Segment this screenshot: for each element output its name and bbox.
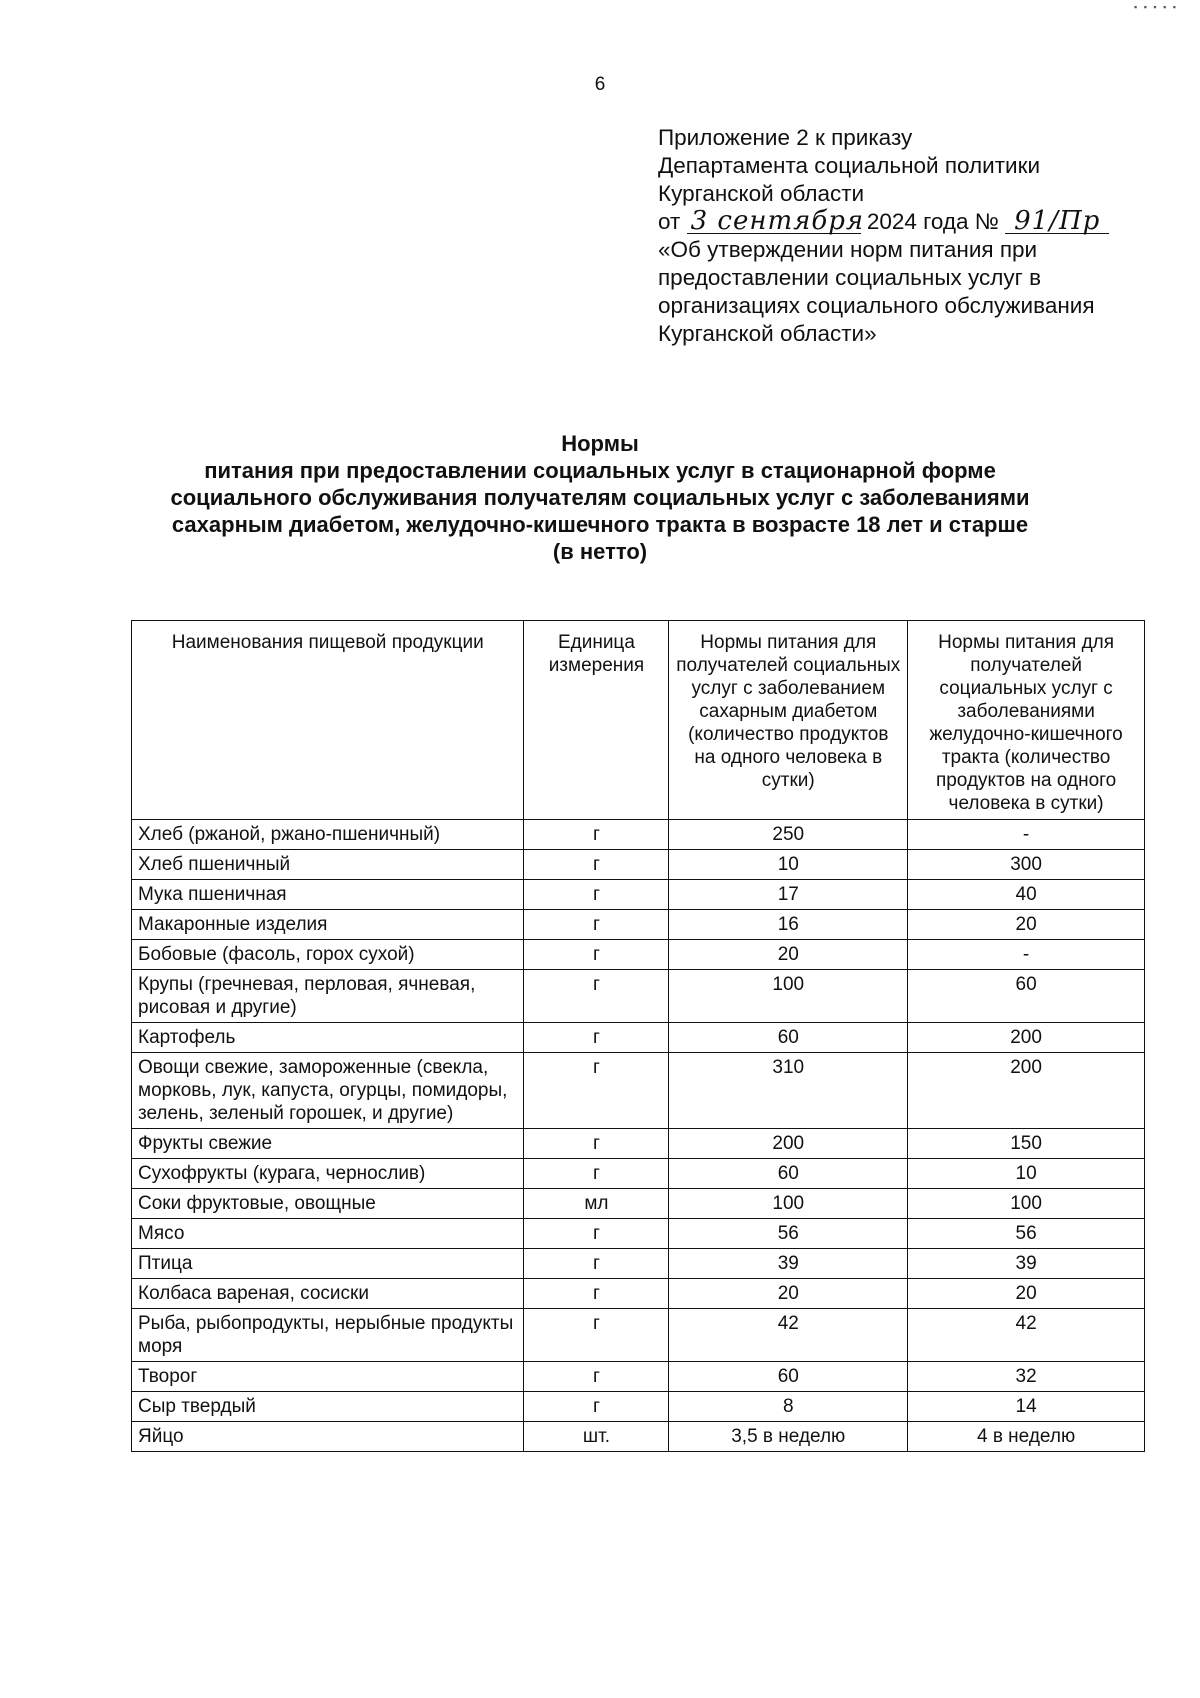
- diabetes-norm-cell: 3,5 в неделю: [669, 1422, 908, 1452]
- table-row: [132, 940, 1145, 970]
- unit-cell: г: [524, 880, 669, 910]
- gi-norm-cell: 150: [908, 1129, 1145, 1159]
- table-row: [132, 1053, 1145, 1129]
- table-row: [132, 1129, 1145, 1159]
- diabetes-norm-cell: 16: [669, 910, 908, 940]
- document-title: [0, 430, 1200, 565]
- unit-cell: г: [524, 1129, 669, 1159]
- diabetes-norm-cell: 200: [669, 1129, 908, 1159]
- table-row: [132, 1023, 1145, 1053]
- header-diabetes-norm: Нормы питания для получателей социальных услуг с заболеванием сахарным диабетом (количество продуктов на одного человека в сутки): [669, 621, 908, 820]
- gi-norm-cell: 39: [908, 1249, 1145, 1279]
- gi-norm-cell: 14: [908, 1392, 1145, 1422]
- product-name-cell: Мясо: [132, 1219, 524, 1249]
- gi-norm-cell: 56: [908, 1219, 1145, 1249]
- scan-artifact: ▪ ▪ ▪ ▪ ▪: [1134, 2, 1178, 12]
- appendix-line-5: «Об утверждении норм питания при: [658, 237, 1038, 262]
- table-row: [132, 820, 1145, 850]
- title-line-1: Нормы: [561, 431, 639, 456]
- appendix-line-1: Приложение 2 к приказу: [658, 125, 913, 150]
- appendix-line-6: предоставлении социальных услуг в: [658, 265, 1042, 290]
- unit-cell: г: [524, 1219, 669, 1249]
- appendix-line-2: Департамента социальной политики: [658, 153, 1041, 178]
- unit-cell: г: [524, 1392, 669, 1422]
- gi-norm-cell: 100: [908, 1189, 1145, 1219]
- table-row: [132, 1392, 1145, 1422]
- diabetes-norm-cell: 100: [669, 1189, 908, 1219]
- gi-norm-cell: 10: [908, 1159, 1145, 1189]
- title-line-5: (в нетто): [552, 539, 648, 564]
- diabetes-norm-cell: 17: [669, 880, 908, 910]
- unit-cell: г: [524, 1023, 669, 1053]
- diabetes-norm-cell: 250: [669, 820, 908, 850]
- page-number: 6: [594, 74, 606, 95]
- product-name-cell: Бобовые (фасоль, горох сухой): [132, 940, 524, 970]
- table-row: [132, 1362, 1145, 1392]
- gi-norm-cell: -: [908, 940, 1145, 970]
- appendix-line-8: Курганской области»: [658, 321, 877, 346]
- gi-norm-cell: 200: [908, 1023, 1145, 1053]
- table-row: [132, 880, 1145, 910]
- unit-cell: шт.: [524, 1422, 669, 1452]
- product-name-cell: Картофель: [132, 1023, 524, 1053]
- product-name-cell: Овощи свежие, замороженные (свекла, морковь, лук, капуста, огурцы, помидоры, зелень, зеленый горошек, и другие): [132, 1053, 524, 1129]
- diabetes-norm-cell: 310: [669, 1053, 908, 1129]
- appendix-header: [658, 124, 1158, 348]
- product-name-cell: Фрукты свежие: [132, 1129, 524, 1159]
- product-name-cell: Хлеб (ржаной, ржано-пшеничный): [132, 820, 524, 850]
- table-row: [132, 1219, 1145, 1249]
- unit-cell: г: [524, 1309, 669, 1362]
- header-product-name: Наименования пищевой продукции: [132, 621, 524, 820]
- handwritten-date: 3 сентября: [687, 209, 861, 234]
- handwritten-order-number: 91/Пр: [1005, 209, 1109, 234]
- unit-cell: г: [524, 970, 669, 1023]
- nutrition-norms-table: [131, 620, 1145, 1452]
- product-name-cell: Рыба, рыбопродукты, нерыбные продукты моря: [132, 1309, 524, 1362]
- diabetes-norm-cell: 60: [669, 1023, 908, 1053]
- table-row: [132, 850, 1145, 880]
- appendix-date-line: [658, 208, 1158, 236]
- gi-norm-cell: 20: [908, 1279, 1145, 1309]
- product-name-cell: Соки фруктовые, овощные: [132, 1189, 524, 1219]
- product-name-cell: Яйцо: [132, 1422, 524, 1452]
- table-row: [132, 1249, 1145, 1279]
- table-header-row: [132, 621, 1145, 820]
- gi-norm-cell: 20: [908, 910, 1145, 940]
- unit-cell: г: [524, 940, 669, 970]
- gi-norm-cell: 42: [908, 1309, 1145, 1362]
- product-name-cell: Макаронные изделия: [132, 910, 524, 940]
- from-prefix: от: [658, 209, 681, 234]
- unit-cell: г: [524, 1362, 669, 1392]
- title-line-3: социального обслуживания получателям социальных услуг с заболеваниями: [170, 485, 1030, 510]
- appendix-line-3: Курганской области: [658, 181, 865, 206]
- title-line-2: питания при предоставлении социальных услуг в стационарной форме: [204, 458, 996, 483]
- product-name-cell: Крупы (гречневая, перловая, ячневая, рисовая и другие): [132, 970, 524, 1023]
- diabetes-norm-cell: 60: [669, 1159, 908, 1189]
- product-name-cell: Мука пшеничная: [132, 880, 524, 910]
- gi-norm-cell: 60: [908, 970, 1145, 1023]
- product-name-cell: Хлеб пшеничный: [132, 850, 524, 880]
- unit-cell: г: [524, 1053, 669, 1129]
- product-name-cell: Сыр твердый: [132, 1392, 524, 1422]
- table-row: [132, 1422, 1145, 1452]
- diabetes-norm-cell: 10: [669, 850, 908, 880]
- product-name-cell: Сухофрукты (курага, чернослив): [132, 1159, 524, 1189]
- product-name-cell: Птица: [132, 1249, 524, 1279]
- diabetes-norm-cell: 60: [669, 1362, 908, 1392]
- table-row: [132, 970, 1145, 1023]
- year-text: 2024 года №: [866, 209, 999, 234]
- gi-norm-cell: 4 в неделю: [908, 1422, 1145, 1452]
- title-line-4: сахарным диабетом, желудочно-кишечного тракта в возрасте 18 лет и старше: [171, 512, 1029, 537]
- table-row: [132, 1159, 1145, 1189]
- table-row: [132, 910, 1145, 940]
- unit-cell: мл: [524, 1189, 669, 1219]
- gi-norm-cell: 300: [908, 850, 1145, 880]
- table-row: [132, 1309, 1145, 1362]
- appendix-line-7: организациях социального обслуживания: [658, 293, 1095, 318]
- diabetes-norm-cell: 42: [669, 1309, 908, 1362]
- header-unit: Единица измерения: [524, 621, 669, 820]
- gi-norm-cell: -: [908, 820, 1145, 850]
- unit-cell: г: [524, 1249, 669, 1279]
- table-row: [132, 1279, 1145, 1309]
- unit-cell: г: [524, 850, 669, 880]
- unit-cell: г: [524, 910, 669, 940]
- diabetes-norm-cell: 39: [669, 1249, 908, 1279]
- diabetes-norm-cell: 56: [669, 1219, 908, 1249]
- unit-cell: г: [524, 820, 669, 850]
- diabetes-norm-cell: 20: [669, 1279, 908, 1309]
- gi-norm-cell: 40: [908, 880, 1145, 910]
- gi-norm-cell: 32: [908, 1362, 1145, 1392]
- table-row: [132, 1189, 1145, 1219]
- header-gi-norm: Нормы питания для получателей социальных услуг с заболеваниями желудочно-кишечного тракта (количество продуктов на одного человека в сутки): [908, 621, 1145, 820]
- diabetes-norm-cell: 20: [669, 940, 908, 970]
- table-body: [132, 820, 1145, 1452]
- diabetes-norm-cell: 8: [669, 1392, 908, 1422]
- diabetes-norm-cell: 100: [669, 970, 908, 1023]
- gi-norm-cell: 200: [908, 1053, 1145, 1129]
- unit-cell: г: [524, 1159, 669, 1189]
- unit-cell: г: [524, 1279, 669, 1309]
- product-name-cell: Творог: [132, 1362, 524, 1392]
- product-name-cell: Колбаса вареная, сосиски: [132, 1279, 524, 1309]
